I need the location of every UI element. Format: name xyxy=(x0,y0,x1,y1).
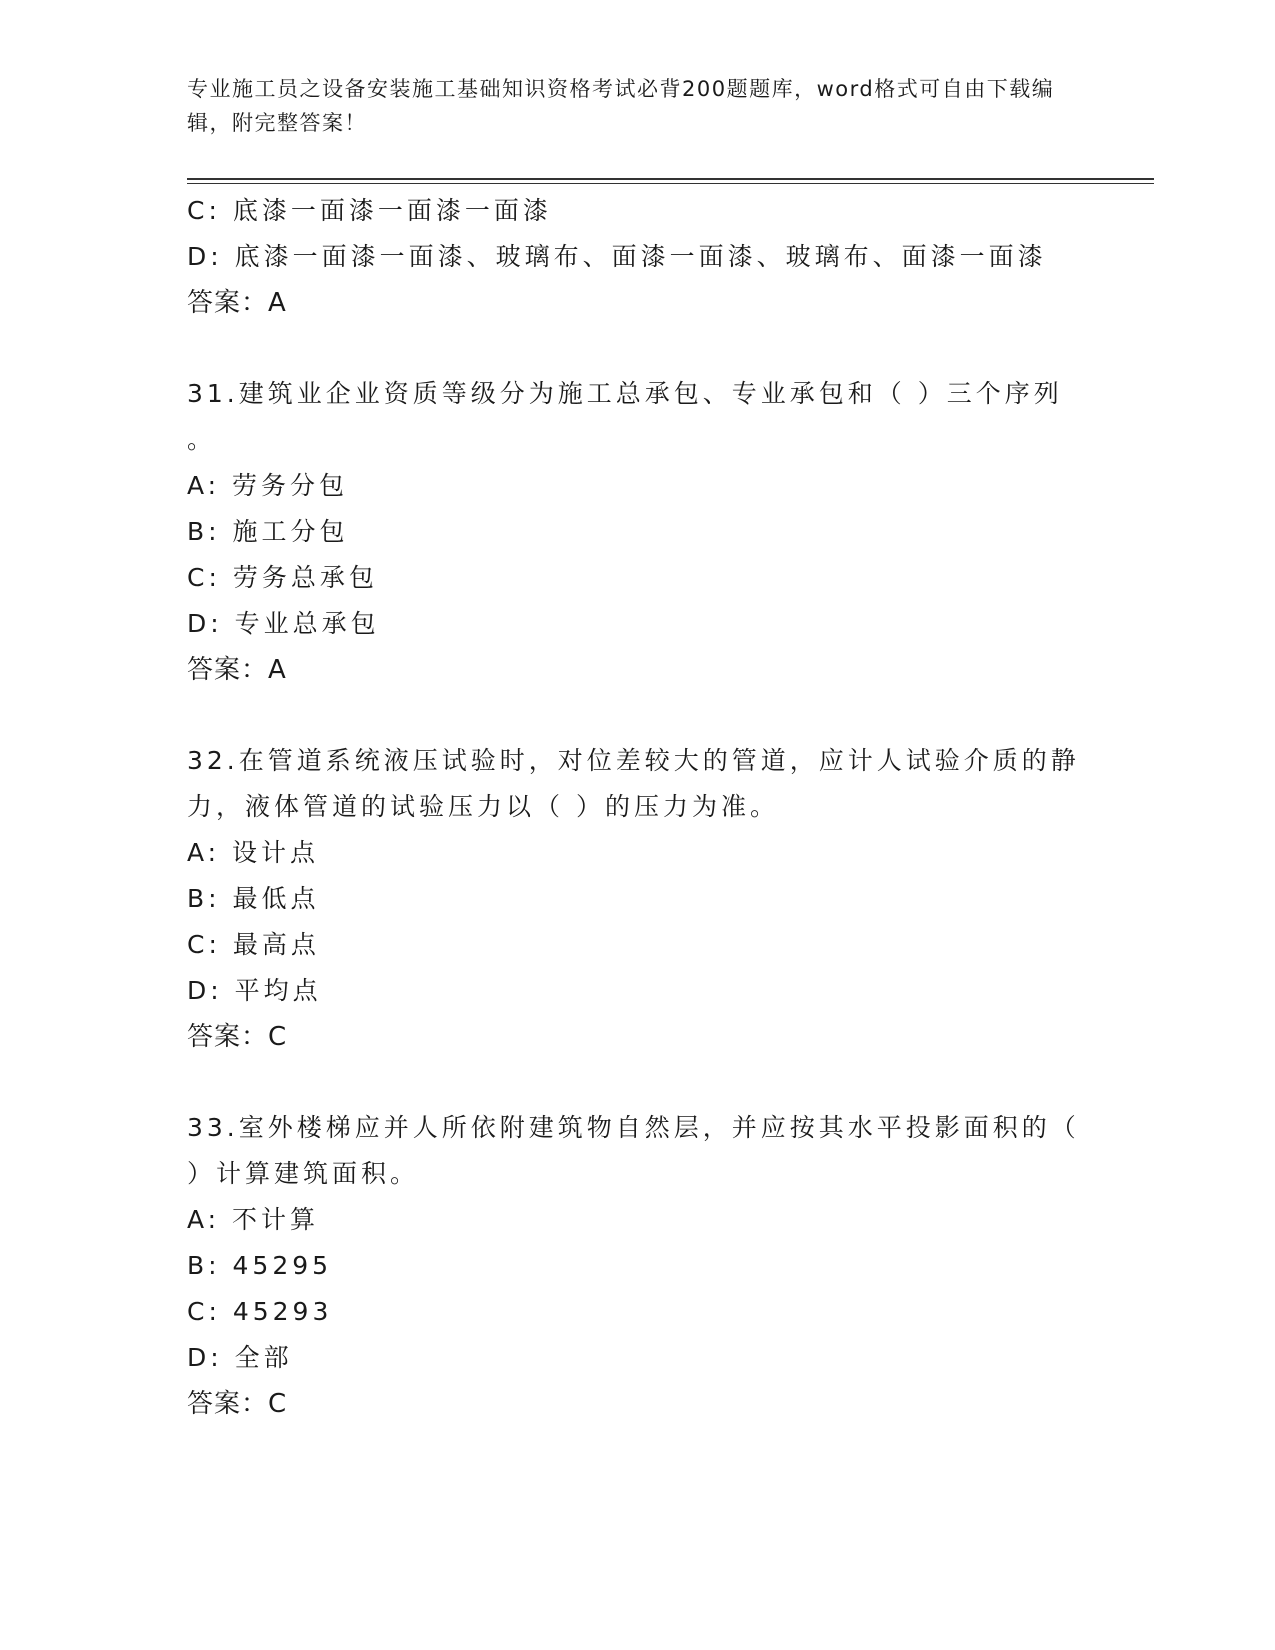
option-label: A: xyxy=(187,838,221,867)
header-rule-thin xyxy=(187,183,1154,184)
option-text: 底漆一面漆一面漆、玻璃布、面漆一面漆、玻璃布、面漆一面漆 xyxy=(234,242,1047,271)
option-row xyxy=(187,968,1087,1014)
option-label: A: xyxy=(187,471,221,500)
option-text: 45295 xyxy=(232,1251,333,1280)
option-text: 底漆一面漆一面漆一面漆 xyxy=(232,196,552,225)
option-row xyxy=(187,1289,1087,1335)
option-text: 45293 xyxy=(232,1297,333,1326)
option-label: C: xyxy=(187,1297,221,1326)
option-label: A: xyxy=(187,1205,221,1234)
option-row xyxy=(187,188,1087,234)
option-label: C: xyxy=(187,196,221,225)
option-label: B: xyxy=(187,517,221,546)
question-line xyxy=(187,738,1087,784)
option-label: B: xyxy=(187,1251,221,1280)
option-row xyxy=(187,876,1087,922)
question-text: 建筑业企业资质等级分为施工总承包、专业承包和（ ）三个序列 xyxy=(238,379,1063,408)
question-block xyxy=(187,371,1087,693)
question-line: ）计算建筑面积。 xyxy=(187,1159,420,1188)
question-block xyxy=(187,1105,1087,1427)
option-row xyxy=(187,463,1087,509)
question-list xyxy=(187,188,1087,1427)
option-text: 不计算 xyxy=(232,1205,320,1234)
option-label: D: xyxy=(187,1343,223,1372)
option-text: 平均点 xyxy=(234,976,322,1005)
option-row xyxy=(187,509,1087,555)
option-row xyxy=(187,830,1087,876)
option-text: 劳务总承包 xyxy=(232,563,378,592)
question-number: 32. xyxy=(187,746,239,775)
question-line: 。 xyxy=(187,425,217,454)
option-text: 施工分包 xyxy=(232,517,349,546)
question-block xyxy=(187,738,1087,1060)
document-header: 专业施工员之设备安装施工基础知识资格考试必背200题题库，word格式可自由下载编辑，附完整答案！ xyxy=(187,77,1055,135)
answer-line: 答案：C xyxy=(187,1389,288,1419)
question-text: 在管道系统液压试验时，对位差较大的管道，应计人试验介质的静 xyxy=(238,746,1080,775)
question-number: 33. xyxy=(187,1113,239,1142)
option-label: B: xyxy=(187,884,221,913)
option-label: D: xyxy=(187,242,223,271)
question-text: 室外楼梯应并人所依附建筑物自然层，并应按其水平投影面积的（ xyxy=(238,1113,1080,1142)
option-label: D: xyxy=(187,609,223,638)
option-row xyxy=(187,922,1087,968)
question-number: 31. xyxy=(187,379,239,408)
option-text: 专业总承包 xyxy=(234,609,380,638)
question-line xyxy=(187,371,1087,417)
option-label: C: xyxy=(187,930,221,959)
option-row xyxy=(187,234,1087,280)
option-row xyxy=(187,601,1087,647)
question-line: 力，液体管道的试验压力以（ ）的压力为准。 xyxy=(187,792,779,821)
answer-line: 答案：A xyxy=(187,655,287,685)
option-row xyxy=(187,1243,1087,1289)
option-label: C: xyxy=(187,563,221,592)
option-text: 设计点 xyxy=(232,838,320,867)
option-text: 全部 xyxy=(234,1343,293,1372)
answer-line: 答案：A xyxy=(187,288,287,318)
option-text: 最高点 xyxy=(232,930,320,959)
answer-line: 答案：C xyxy=(187,1022,288,1052)
option-row xyxy=(187,1197,1087,1243)
option-text: 最低点 xyxy=(232,884,320,913)
option-label: D: xyxy=(187,976,223,1005)
option-text: 劳务分包 xyxy=(232,471,349,500)
option-row xyxy=(187,555,1087,601)
question-line xyxy=(187,1105,1087,1151)
header-rule-thick xyxy=(187,178,1154,180)
option-row xyxy=(187,1335,1087,1381)
